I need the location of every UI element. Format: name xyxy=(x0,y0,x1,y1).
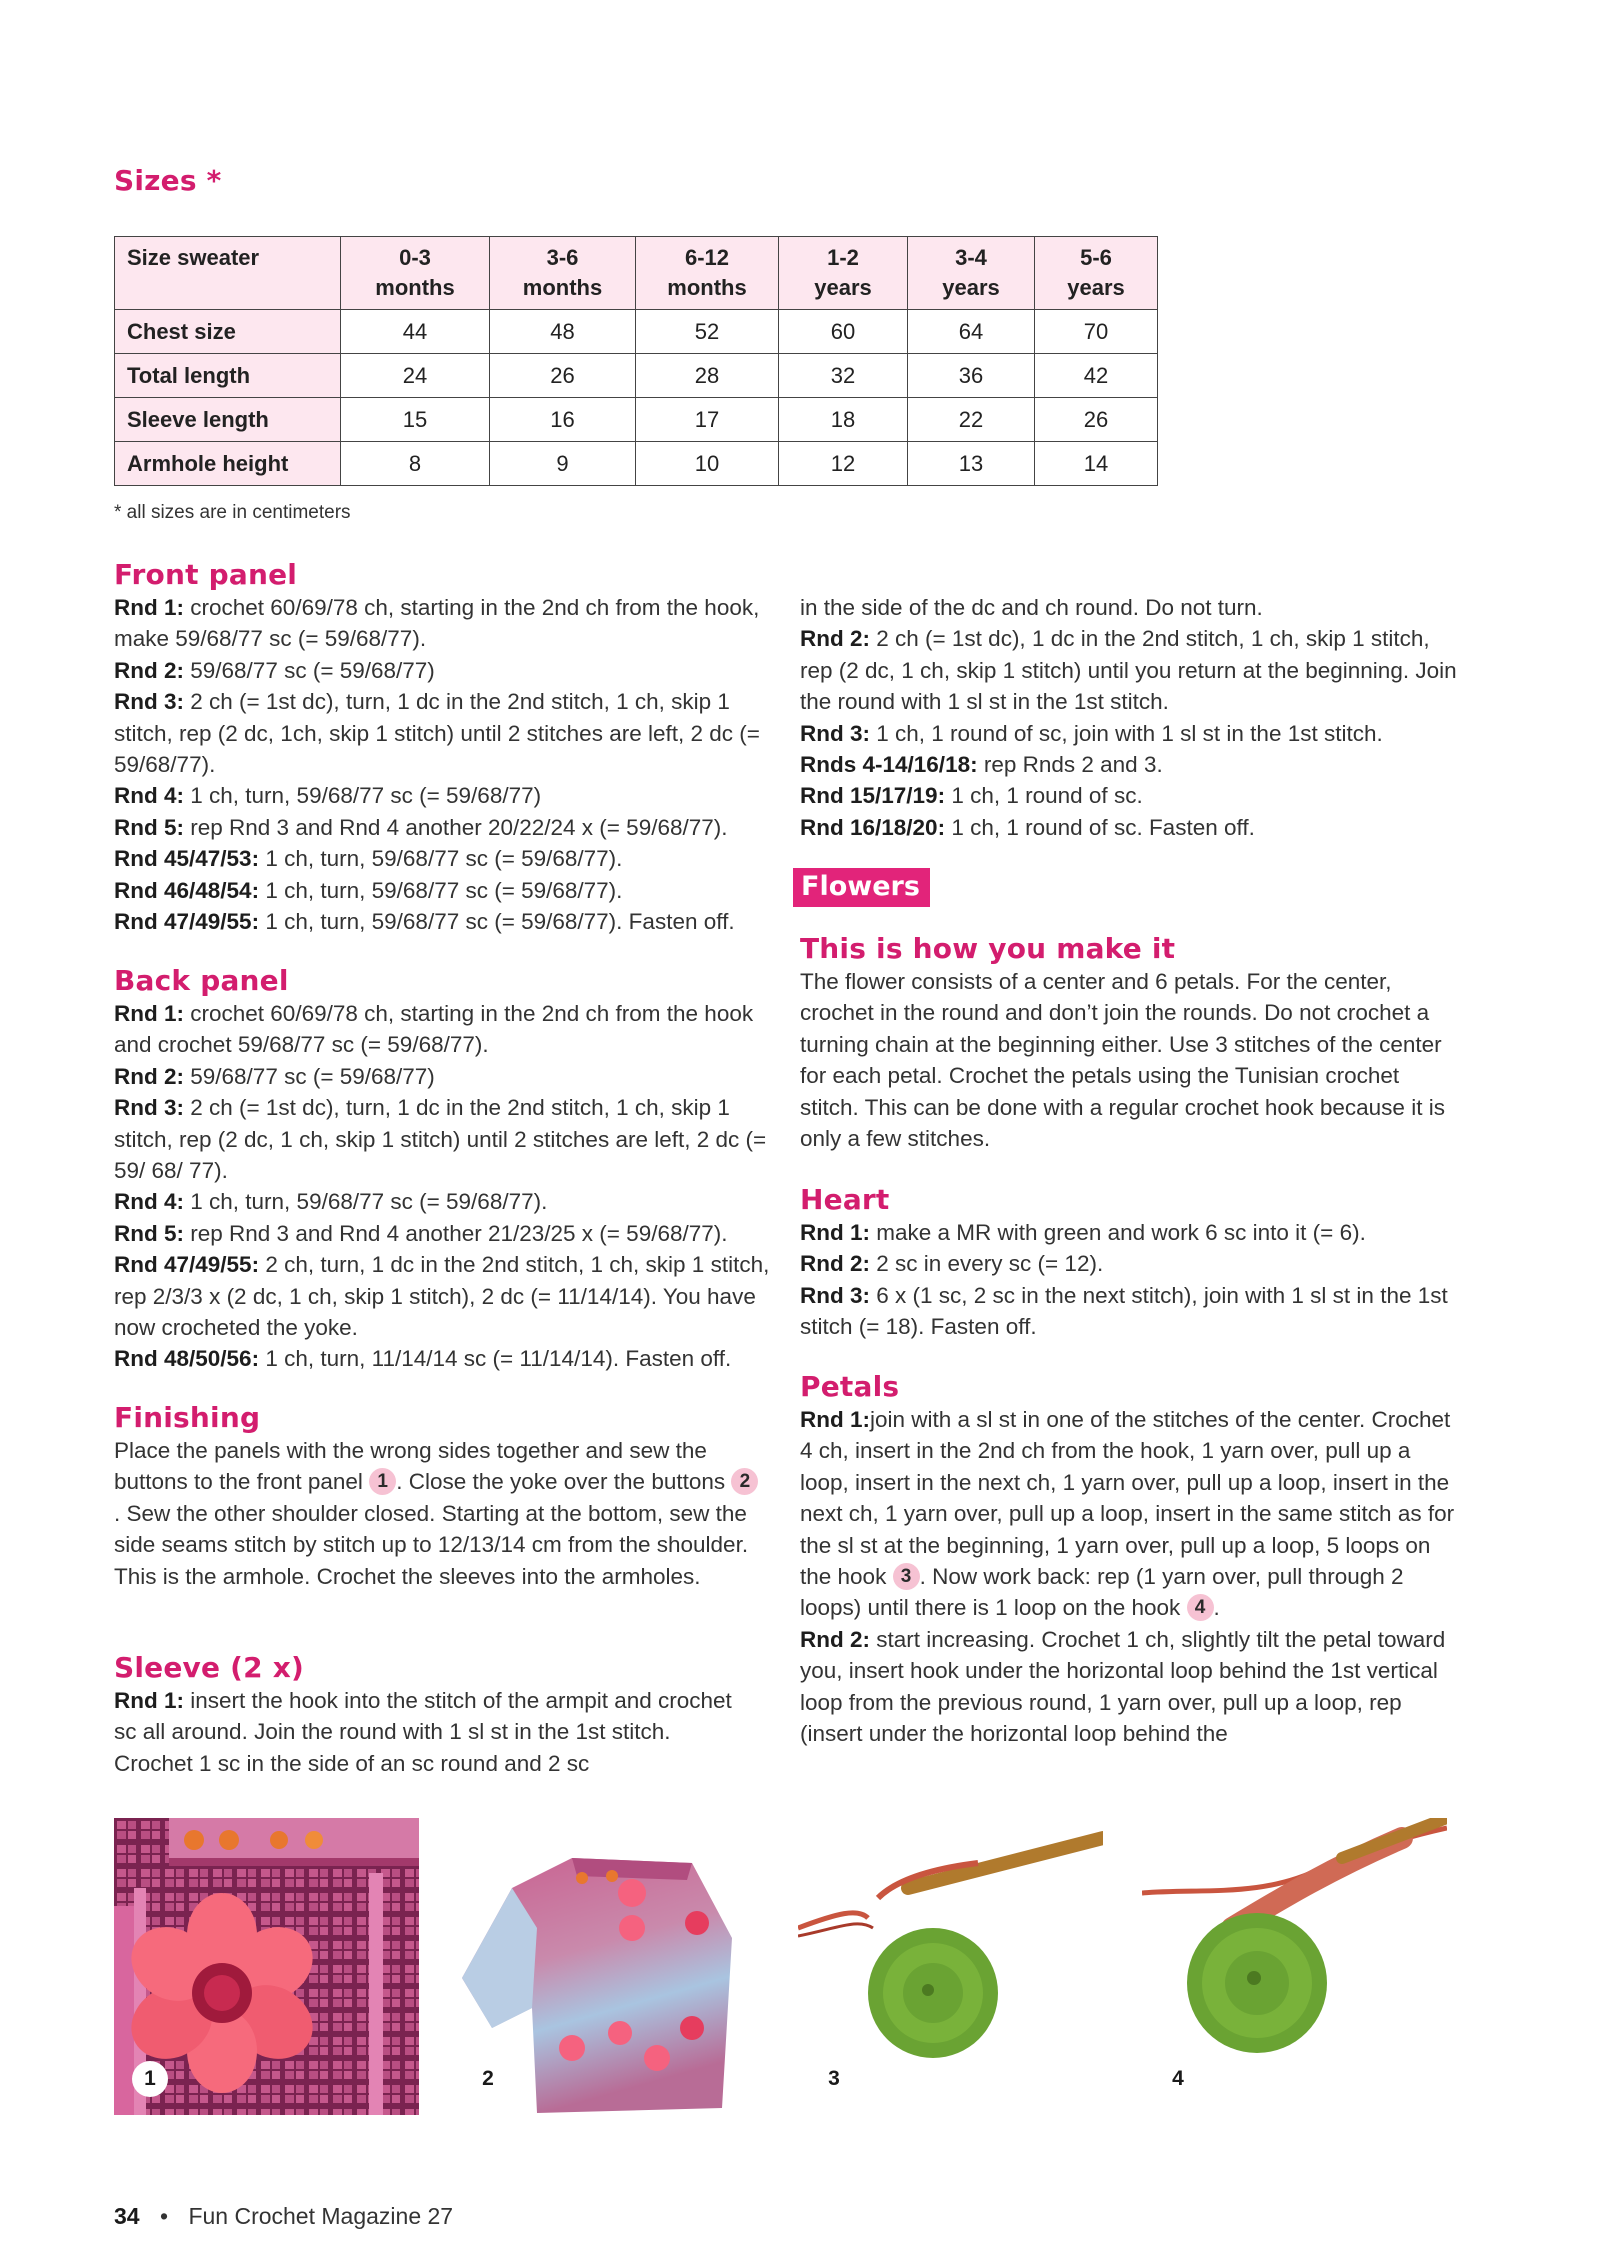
instruction-line: Rnd 45/47/53: 1 ch, turn, 59/68/77 sc (= 59/68/77). xyxy=(114,846,623,872)
petals-body xyxy=(800,1404,1460,1749)
instruction-line: Rnd 2: 2 sc in every sc (= 12). xyxy=(800,1251,1104,1277)
table-row-label: Armhole height xyxy=(115,442,341,486)
table-cell: 17 xyxy=(636,398,779,442)
table-row-label: Sleeve length xyxy=(115,398,341,442)
table-cell: 13 xyxy=(908,442,1035,486)
table-cell: 12 xyxy=(779,442,908,486)
instruction-line: Rnd 2: start increasing. Crochet 1 ch, slightly tilt the petal toward you, insert hook under the horizontal loop behind the 1st vertical loop from the previous round, 1 yarn over, pull up a loop, rep (insert under the horizontal loop behind the xyxy=(800,1626,1446,1747)
photo-number: 1 xyxy=(132,2061,168,2097)
table-header-row xyxy=(115,237,1158,310)
instruction-line: Rnd 3: 2 ch (= 1st dc), turn, 1 dc in the 2nd stitch, 1 ch, skip 1 stitch, rep (2 dc, 1ch, skip 1 stitch) until 2 stitches are left, 2 dc (= 59/68/77). xyxy=(114,689,760,778)
table-cell: 9 xyxy=(490,442,636,486)
table-row xyxy=(115,354,1158,398)
instruction-line: Rnd 16/18/20: 1 ch, 1 round of sc. Fasten off. xyxy=(800,814,1255,840)
sleeve-title: Sleeve (2 x) xyxy=(114,1651,305,1684)
footer-separator: • xyxy=(159,2203,169,2229)
table-row xyxy=(115,398,1158,442)
table-row xyxy=(115,442,1158,486)
instruction-line: Rnd 2: 59/68/77 sc (= 59/68/77) xyxy=(114,657,435,683)
table-cell: 16 xyxy=(490,398,636,442)
table-header-cell: 5-6 years xyxy=(1035,237,1158,310)
table-row-label: Total length xyxy=(115,354,341,398)
instruction-line: Rnd 1: make a MR with green and work 6 sc into it (= 6). xyxy=(800,1220,1366,1245)
table-cell: 8 xyxy=(341,442,490,486)
table-row-label: Chest size xyxy=(115,310,341,354)
instruction-line: Rnds 4-14/16/18: rep Rnds 2 and 3. xyxy=(800,752,1163,778)
photo-petal-step-4 xyxy=(1142,1818,1447,2115)
table-cell: 42 xyxy=(1035,354,1158,398)
instruction-line: Rnd 4: 1 ch, turn, 59/68/77 sc (= 59/68/77) xyxy=(114,783,542,809)
table-cell: 52 xyxy=(636,310,779,354)
table-cell: 15 xyxy=(341,398,490,442)
instruction-line: Rnd 1:join with a sl st in one of the stitches of the center. Crochet 4 ch, insert in the 2nd ch from the hook, 1 yarn over, pull up a loop, insert in the next ch, 1 yarn over, pull up a loop, insert in the next ch, 1 yarn over, pull up a loop, insert in the same stitch as for the sl st at the beginning, 1 yarn over, pull up a loop, 5 loops on the hook 3 . Now work back: rep (1 yarn over, pull through 2 loops) until there is 1 loop on the hook 4 . xyxy=(800,1407,1455,1621)
instruction-line: Rnd 3: 1 ch, 1 round of sc, join with 1 sl st in the 1st stitch. xyxy=(800,720,1383,746)
table-cell: 26 xyxy=(1035,398,1158,442)
instruction-line: in the side of the dc and ch round. Do not turn. xyxy=(800,595,1263,620)
back-panel-title: Back panel xyxy=(114,964,289,997)
finishing-text: Place the panels with the wrong sides together and sew the buttons to the front panel 1 . Close the yoke over the buttons 2. Sew the other shoulder closed. Starting at the bottom, sew the side seams stitch by stitch up to 12/13/14 cm from the shoulder. This is the armhole. Crochet the sleeves into the armholes. xyxy=(114,1435,764,1592)
table-cell: 48 xyxy=(490,310,636,354)
instruction-line: Rnd 46/48/54: 1 ch, turn, 59/68/77 sc (= 59/68/77). xyxy=(114,877,623,903)
table-header-cell: 3-4 years xyxy=(908,237,1035,310)
flowers-section-header: Flowers xyxy=(793,868,930,907)
instruction-line: Rnd 48/50/56: 1 ch, turn, 11/14/14 sc (= 11/14/14). Fasten off. xyxy=(114,1346,732,1372)
instruction-line: Rnd 2: 59/68/77 sc (= 59/68/77) xyxy=(114,1063,435,1089)
front-panel-body xyxy=(114,592,779,937)
howto-title: This is how you make it xyxy=(800,932,1176,965)
instruction-line: Rnd 1: crochet 60/69/78 ch, starting in the 2nd ch from the hook, make 59/68/77 sc (= 59/68/77). xyxy=(114,595,760,652)
table-cell: 28 xyxy=(636,354,779,398)
instruction-line: Rnd 47/49/55: 2 ch, turn, 1 dc in the 2nd stitch, 1 ch, skip 1 stitch, rep 2/3/3 x (2 dc, 1 ch, skip 1 stitch), 2 dc (= 11/14/14). You have now crocheted the yoke. xyxy=(114,1252,770,1341)
table-header-cell: 0-3 months xyxy=(341,237,490,310)
photo-sweater xyxy=(452,1818,757,2115)
photo-ref-badge: 3 xyxy=(893,1563,920,1590)
table-cell: 70 xyxy=(1035,310,1158,354)
sizes-footnote: * all sizes are in centimeters xyxy=(114,502,351,523)
instruction-line: Rnd 4: 1 ch, turn, 59/68/77 sc (= 59/68/77). xyxy=(114,1189,548,1215)
table-cell: 14 xyxy=(1035,442,1158,486)
photo-number: 2 xyxy=(470,2061,506,2097)
finishing-title: Finishing xyxy=(114,1401,261,1434)
instruction-line: Rnd 47/49/55: 1 ch, turn, 59/68/77 sc (= 59/68/77). Fasten off. xyxy=(114,909,735,935)
sleeve-continued-body xyxy=(800,592,1460,843)
front-panel-title: Front panel xyxy=(114,558,298,591)
page-footer xyxy=(114,2203,453,2230)
sizes-title: Sizes * xyxy=(114,164,222,197)
finishing-body xyxy=(114,1435,764,1592)
table-header-cell: 6-12 months xyxy=(636,237,779,310)
instruction-line: Rnd 2: 2 ch (= 1st dc), 1 dc in the 2nd stitch, 1 ch, skip 1 stitch, rep (2 dc, 1 ch, skip 1 stitch) until you return at the beginning. Join the round with 1 sl st in the 1st stitch. xyxy=(800,626,1457,715)
page-number: 34 xyxy=(114,2203,140,2229)
photo-ref-badge: 4 xyxy=(1187,1594,1214,1621)
photo-number: 3 xyxy=(816,2061,852,2097)
table-cell: 32 xyxy=(779,354,908,398)
photo-ref-badge: 1 xyxy=(369,1468,396,1495)
table-cell: 60 xyxy=(779,310,908,354)
petals-title: Petals xyxy=(800,1370,900,1403)
magazine-name: Fun Crochet Magazine 27 xyxy=(188,2203,454,2229)
back-panel-body xyxy=(114,998,774,1375)
photo-ref-badge: 2 xyxy=(731,1468,758,1495)
sleeve-body xyxy=(114,1685,734,1779)
table-header-cell: 1-2 years xyxy=(779,237,908,310)
instruction-line: Rnd 1: crochet 60/69/78 ch, starting in the 2nd ch from the hook and crochet 59/68/77 sc (= 59/68/77). xyxy=(114,1001,754,1058)
instruction-line: Rnd 15/17/19: 1 ch, 1 round of sc. xyxy=(800,783,1143,809)
table-header-cell: 3-6 months xyxy=(490,237,636,310)
photo-number: 4 xyxy=(1160,2061,1196,2097)
photo-flower-detail xyxy=(114,1818,419,2115)
table-cell: 26 xyxy=(490,354,636,398)
table-cell: 10 xyxy=(636,442,779,486)
heart-body xyxy=(800,1217,1460,1343)
heart-title: Heart xyxy=(800,1183,890,1216)
table-row xyxy=(115,310,1158,354)
table-cell: 24 xyxy=(341,354,490,398)
instruction-line: Rnd 1: insert the hook into the stitch of the armpit and crochet sc all around. Join the round with 1 sl st in the 1st stitch. Crochet 1 sc in the side of an sc round and 2 sc xyxy=(114,1688,732,1776)
table-cell: 18 xyxy=(779,398,908,442)
table-header-cell: Size sweater xyxy=(115,237,341,310)
instruction-line: Rnd 5: rep Rnd 3 and Rnd 4 another 21/23/25 x (= 59/68/77). xyxy=(114,1220,728,1246)
table-cell: 22 xyxy=(908,398,1035,442)
instruction-line: Rnd 5: rep Rnd 3 and Rnd 4 another 20/22/24 x (= 59/68/77). xyxy=(114,814,728,840)
table-cell: 36 xyxy=(908,354,1035,398)
table-cell: 44 xyxy=(341,310,490,354)
instruction-line: Rnd 3: 6 x (1 sc, 2 sc in the next stitch), join with 1 sl st in the 1st stitch (= 18). Fasten off. xyxy=(800,1282,1448,1340)
instruction-line: Rnd 3: 2 ch (= 1st dc), turn, 1 dc in the 2nd stitch, 1 ch, skip 1 stitch, rep (2 dc, 1 ch, skip 1 stitch) until 2 stitches are left, 2 dc (= 59/ 68/ 77). xyxy=(114,1095,767,1184)
howto-text: The flower consists of a center and 6 petals. For the center, crochet in the round and don’t join the rounds. Do not crochet a turning chain at the beginning either. Use 3 stitches of the center for each petal. Crochet the petals using the Tunisian crochet stitch. This can be done with a regular crochet hook because it is only a few stitches. xyxy=(800,969,1445,1152)
photo-petal-step-3 xyxy=(798,1818,1103,2115)
howto-body xyxy=(800,966,1460,1154)
sizes-table xyxy=(114,236,1158,486)
table-cell: 64 xyxy=(908,310,1035,354)
